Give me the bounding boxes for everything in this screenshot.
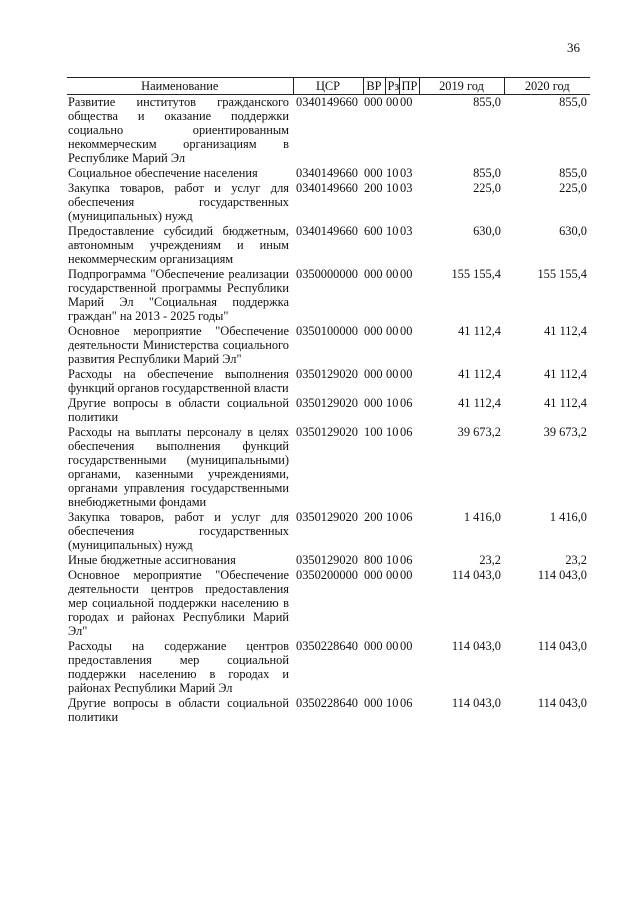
row-vr: 000: [364, 324, 383, 338]
row-name: Социальное обеспечение населения: [68, 166, 258, 180]
row-name: Расходы на содержание центров предоставления мер социальной поддержки населению в городах и районах Республики Марий Эл: [68, 639, 289, 695]
row-rz: 00: [386, 95, 399, 109]
row-amount-2019: 41 112,4: [458, 367, 501, 381]
row-vr: 000: [364, 568, 383, 582]
row-rz: 00: [386, 639, 399, 653]
row-vr: 000: [364, 166, 383, 180]
row-csr: 0350129020: [296, 396, 358, 410]
header-csr: ЦСР: [293, 78, 363, 95]
row-amount-2020: 41 112,4: [544, 367, 587, 381]
row-csr: 0350129020: [296, 553, 358, 567]
page-number: 36: [567, 40, 580, 55]
row-name: Развитие институтов гражданского общества и оказание поддержки социально ориентированным некоммерческим организациям в Республике Марий Эл: [68, 95, 289, 165]
table-row: [67, 224, 590, 267]
row-name: Иные бюджетные ассигнования: [68, 553, 236, 567]
row-vr: 100: [364, 425, 383, 439]
row-vr: 000: [364, 367, 383, 381]
table-row: [67, 95, 590, 167]
table-row: [67, 324, 590, 367]
row-csr: 0340149660: [296, 166, 358, 180]
row-rz: 00: [386, 324, 399, 338]
row-amount-2019: 855,0: [473, 95, 501, 109]
row-vr: 000: [364, 396, 383, 410]
row-csr: 0340149660: [296, 95, 358, 109]
row-amount-2020: 41 112,4: [544, 324, 587, 338]
row-amount-2020: 155 155,4: [537, 267, 587, 281]
row-amount-2020: 114 043,0: [537, 568, 587, 582]
row-name: Предоставление субсидий бюджетным, автономным учреждениям и иным некоммерческим организациям: [68, 224, 289, 266]
row-pr: 00: [400, 639, 413, 653]
row-amount-2019: 41 112,4: [458, 396, 501, 410]
row-amount-2019: 23,2: [479, 553, 501, 567]
table-row: [67, 639, 590, 696]
row-amount-2019: 41 112,4: [458, 324, 501, 338]
row-name: Расходы на выплаты персоналу в целях обеспечения выполнения функций государственными (муниципальными) органами, казенными учреждениями, органами управления государственными внебюджетными фондами: [68, 425, 289, 509]
row-rz: 00: [386, 568, 399, 582]
row-amount-2019: 114 043,0: [451, 696, 501, 710]
row-csr: 0350228640: [296, 696, 358, 710]
row-pr: 06: [400, 696, 413, 710]
row-amount-2020: 114 043,0: [537, 639, 587, 653]
header-vr: ВР: [363, 78, 385, 95]
row-amount-2020: 855,0: [559, 95, 587, 109]
row-pr: 06: [400, 396, 413, 410]
row-amount-2019: 630,0: [473, 224, 501, 238]
row-rz: 10: [386, 166, 399, 180]
row-amount-2019: 114 043,0: [451, 639, 501, 653]
row-amount-2019: 155 155,4: [451, 267, 501, 281]
row-rz: 10: [386, 553, 399, 567]
row-csr: 0350000000: [296, 267, 358, 281]
table-row: [67, 568, 590, 639]
row-pr: 00: [400, 324, 413, 338]
row-amount-2020: 225,0: [559, 181, 587, 195]
row-csr: 0350100000: [296, 324, 358, 338]
row-csr: 0350228640: [296, 639, 358, 653]
table-row: [67, 425, 590, 510]
table-row: [67, 696, 590, 725]
header-pr: ПР: [399, 78, 419, 95]
row-amount-2020: 41 112,4: [544, 396, 587, 410]
row-csr: 0350129020: [296, 367, 358, 381]
table-row: [67, 396, 590, 425]
row-name: Другие вопросы в области социальной политики: [68, 696, 289, 724]
row-pr: 06: [400, 425, 413, 439]
row-amount-2019: 1 416,0: [463, 510, 501, 524]
row-rz: 10: [386, 224, 399, 238]
row-name: Закупка товаров, работ и услуг для обеспечения государственных (муниципальных) нужд: [68, 181, 289, 223]
row-pr: 03: [400, 181, 413, 195]
table-row: [67, 367, 590, 396]
table-row: [67, 510, 590, 553]
row-csr: 0340149660: [296, 224, 358, 238]
row-pr: 00: [400, 568, 413, 582]
row-vr: 000: [364, 267, 383, 281]
row-amount-2019: 225,0: [473, 181, 501, 195]
row-vr: 200: [364, 181, 383, 195]
row-name: Подпрограмма "Обеспечение реализации государственной программы Республики Марий Эл "Социальная поддержка граждан" на 2013 - 2025 годы": [68, 267, 289, 323]
row-csr: 0340149660: [296, 181, 358, 195]
row-name: Основное мероприятие "Обеспечение деятельности центров предоставления мер социальной поддержки населению в городах и районах Республики Марий Эл": [68, 568, 289, 638]
row-csr: 0350129020: [296, 510, 358, 524]
row-amount-2020: 23,2: [565, 553, 587, 567]
header-name: Наименование: [67, 78, 293, 95]
row-pr: 00: [400, 95, 413, 109]
row-rz: 10: [386, 181, 399, 195]
row-vr: 000: [364, 95, 383, 109]
row-pr: 03: [400, 224, 413, 238]
row-name: Основное мероприятие "Обеспечение деятельности Министерства социального развития Республики Марий Эл": [68, 324, 289, 366]
row-amount-2019: 114 043,0: [451, 568, 501, 582]
row-name: Закупка товаров, работ и услуг для обеспечения государственных (муниципальных) нужд: [68, 510, 289, 552]
row-csr: 0350129020: [296, 425, 358, 439]
header-2020: 2020 год: [504, 78, 590, 95]
row-amount-2020: 1 416,0: [549, 510, 587, 524]
row-amount-2019: 39 673,2: [457, 425, 501, 439]
row-amount-2020: 855,0: [559, 166, 587, 180]
row-vr: 600: [364, 224, 383, 238]
row-amount-2020: 630,0: [559, 224, 587, 238]
row-rz: 00: [386, 267, 399, 281]
row-amount-2020: 39 673,2: [543, 425, 587, 439]
table-row: [67, 553, 590, 568]
header-2019: 2019 год: [419, 78, 504, 95]
row-name: Другие вопросы в области социальной политики: [68, 396, 289, 424]
row-pr: 03: [400, 166, 413, 180]
row-rz: 10: [386, 696, 399, 710]
table-row: [67, 181, 590, 224]
row-pr: 00: [400, 367, 413, 381]
row-rz: 10: [386, 396, 399, 410]
table-row: [67, 267, 590, 324]
row-rz: 10: [386, 425, 399, 439]
row-pr: 06: [400, 510, 413, 524]
header-rz: Рз: [385, 78, 399, 95]
table-header-row: [67, 78, 590, 95]
row-vr: 000: [364, 696, 383, 710]
row-name: Расходы на обеспечение выполнения функций органов государственной власти: [68, 367, 289, 395]
row-amount-2019: 855,0: [473, 166, 501, 180]
row-csr: 0350200000: [296, 568, 358, 582]
budget-table: [67, 77, 590, 725]
table-row: [67, 166, 590, 181]
row-vr: 200: [364, 510, 383, 524]
row-pr: 00: [400, 267, 413, 281]
row-vr: 800: [364, 553, 383, 567]
row-rz: 00: [386, 367, 399, 381]
row-amount-2020: 114 043,0: [537, 696, 587, 710]
row-pr: 06: [400, 553, 413, 567]
row-vr: 000: [364, 639, 383, 653]
row-rz: 10: [386, 510, 399, 524]
